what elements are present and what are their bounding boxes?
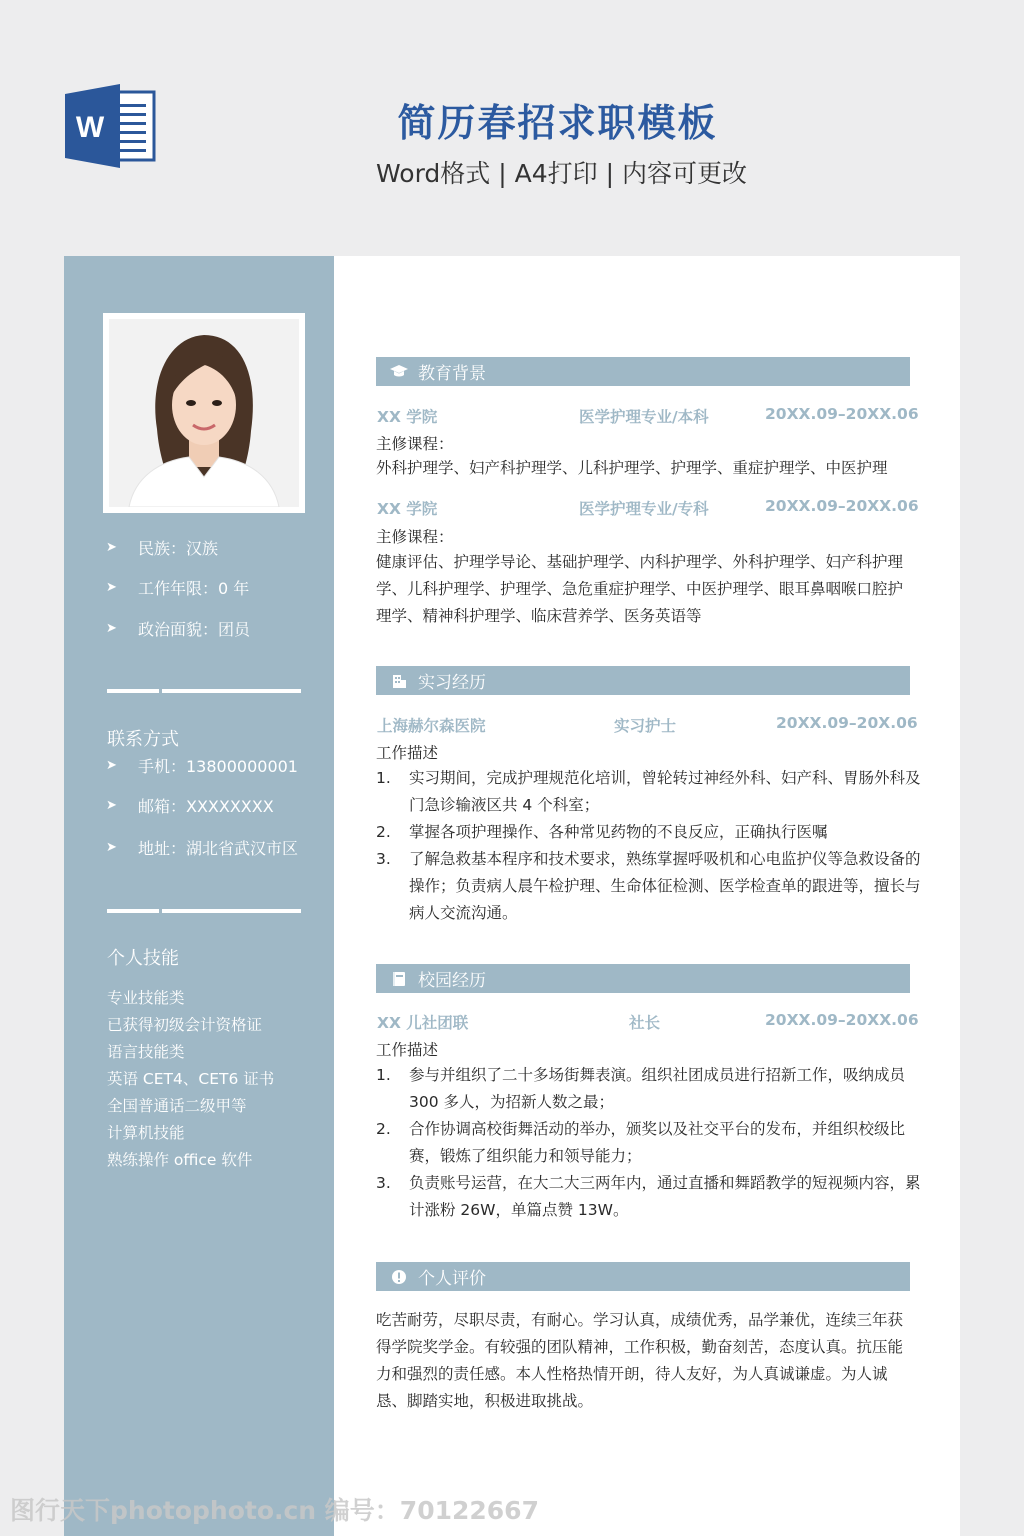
skill-item: 已获得初级会计资格证 [107,1016,263,1034]
evaluation-title: 个人评价 [418,1269,486,1289]
campus-date: 20XX.09–20XX.06 [765,1011,919,1029]
internship-entry [376,714,918,736]
list-text: 参与并组织了二十多场街舞表演。组织社团成员进行招新工作，吸纳成员 300 多人，为招新人数之最； [409,1066,906,1111]
sidebar-ethnicity-text: 民族：汉族 [138,539,219,558]
contact-phone-text: 手机：13800000001 [138,757,298,776]
arrow-right-icon: ➤ [106,840,117,855]
education-title: 教育背景 [418,364,486,384]
internship-role: 实习护士 [614,717,677,735]
internship-date: 20XX.09–20X.06 [776,714,918,732]
education-date: 20XX.09–20XX.06 [765,405,919,423]
list-number: 1. [376,1066,391,1084]
campus-section-header [376,964,910,993]
education-entry-2 [376,497,919,519]
sidebar-political-status-text: 政治面貌：团员 [138,620,251,639]
internship-desc-label: 工作描述 [376,744,439,762]
campus-list [376,1062,921,1224]
skills-heading: 个人技能 [107,948,179,969]
education-school: XX 学院 [377,408,438,426]
campus-desc-label: 工作描述 [376,1041,439,1059]
list-number: 2. [376,823,391,841]
list-number: 2. [376,1120,391,1138]
list-text: 掌握各项护理操作、各种常见药物的不良反应，正确执行医嘱 [409,823,828,841]
svg-text:W: W [75,111,105,144]
list-number: 1. [376,769,391,787]
person-portrait-icon [109,319,299,507]
sidebar-divider [107,909,301,913]
contact-heading: 联系方式 [107,729,179,750]
internship-title: 实习经历 [418,673,486,693]
course-list: 外科护理学、妇产科护理学、儿科护理学、护理学、重症护理学、中医护理 [376,459,888,477]
list-text: 负责账号运营，在大二大三两年内，通过直播和舞蹈教学的短视频内容，累计涨粉 26W，单篇点赞 13W。 [409,1174,921,1219]
sidebar-ethnicity [106,536,218,559]
list-item [376,1116,921,1170]
skill-item: 语言技能类 [107,1043,185,1061]
list-number: 3. [376,1174,391,1192]
arrow-right-icon: ➤ [106,580,117,595]
skill-item: 熟练操作 office 软件 [107,1151,253,1169]
contact-phone [106,754,298,777]
evaluation-section-header [376,1262,910,1291]
education-major: 医学护理专业/专科 [579,500,709,518]
education-school: XX 学院 [377,500,438,518]
sidebar-work-years-text: 工作年限：0 年 [138,579,250,598]
course-label: 主修课程： [376,435,454,453]
list-text: 实习期间，完成护理规范化培训，曾轮转过神经外科、妇产科、胃肠外科及门急诊输液区共 4 个科室； [409,769,921,814]
contact-address [106,836,298,859]
list-number: 3. [376,850,391,868]
sidebar-work-years [106,576,249,599]
skill-item: 计算机技能 [107,1124,185,1142]
profile-photo [109,319,299,507]
list-text: 了解急救基本程序和技术要求，熟练掌握呼吸机和心电监护仪等急救设备的操作；负责病人晨午检护理、生命体征检测、医学检查单的跟进等，擅长与病人交流沟通。 [409,850,921,922]
list-item [376,1170,921,1224]
building-icon [384,673,414,689]
graduation-cap-icon [384,364,414,380]
arrow-right-icon: ➤ [106,798,117,813]
resume-sheet [64,256,960,1536]
sidebar-divider [107,689,301,693]
info-icon [384,1269,414,1285]
campus-title: 校园经历 [418,971,486,991]
arrow-right-icon: ➤ [106,540,117,555]
profile-photo-frame [103,313,305,513]
sidebar-political-status [106,617,250,640]
education-section-header [376,357,910,386]
campus-entry [376,1011,919,1033]
education-date: 20XX.09–20XX.06 [765,497,919,515]
contact-email-text: 邮箱：XXXXXXXX [138,797,274,816]
contact-email [106,794,274,817]
resume-sidebar [64,256,334,1536]
skill-item: 全国普通话二级甲等 [107,1097,247,1115]
course-list: 健康评估、护理学导论、基础护理学、内科护理学、外科护理学、妇产科护理学、儿科护理学、护理学、急危重症护理学、中医护理学、眼耳鼻咽喉口腔护理学、精神科护理学、临床营养学、医务英语等 [376,553,904,625]
contact-address-text: 地址：湖北省武汉市区 [138,839,299,858]
arrow-right-icon: ➤ [106,758,117,773]
list-item [376,846,921,927]
internship-section-header [376,666,910,695]
skill-item: 英语 CET4、CET6 证书 [107,1070,275,1088]
course-label: 主修课程： [376,528,454,546]
evaluation-text: 吃苦耐劳，尽职尽责，有耐心。学习认真，成绩优秀，品学兼优，连续三年获得学院奖学金。有较强的团队精神，工作积极，勤奋刻苦，态度认真。抗压能力和强烈的责任感。本人性格热情开朗，待人友好，为人真诚谦虚。为人诚恳、脚踏实地，积极进取挑战。 [376,1311,904,1410]
book-icon [384,971,414,987]
list-text: 合作协调高校街舞活动的举办，颁奖以及社交平台的发布，并组织校级比赛，锻炼了组织能力和领导能力； [409,1120,906,1165]
list-item [376,1062,921,1116]
campus-role: 社长 [629,1014,661,1032]
list-item [376,765,921,819]
page-title: 简历春招求职模板 [397,101,718,145]
internship-org: 上海赫尔森医院 [377,717,486,735]
watermark: 图行天下photophoto.cn 编号：70122667 [10,1496,539,1525]
internship-list [376,765,921,927]
page-subtitle: Word格式 | A4打印 | 内容可更改 [376,159,747,188]
arrow-right-icon: ➤ [106,621,117,636]
skill-item: 专业技能类 [107,989,185,1007]
education-major: 医学护理专业/本科 [579,408,709,426]
education-entry-1 [376,405,919,427]
campus-org: XX 儿社团联 [377,1014,469,1032]
list-item [376,819,921,846]
